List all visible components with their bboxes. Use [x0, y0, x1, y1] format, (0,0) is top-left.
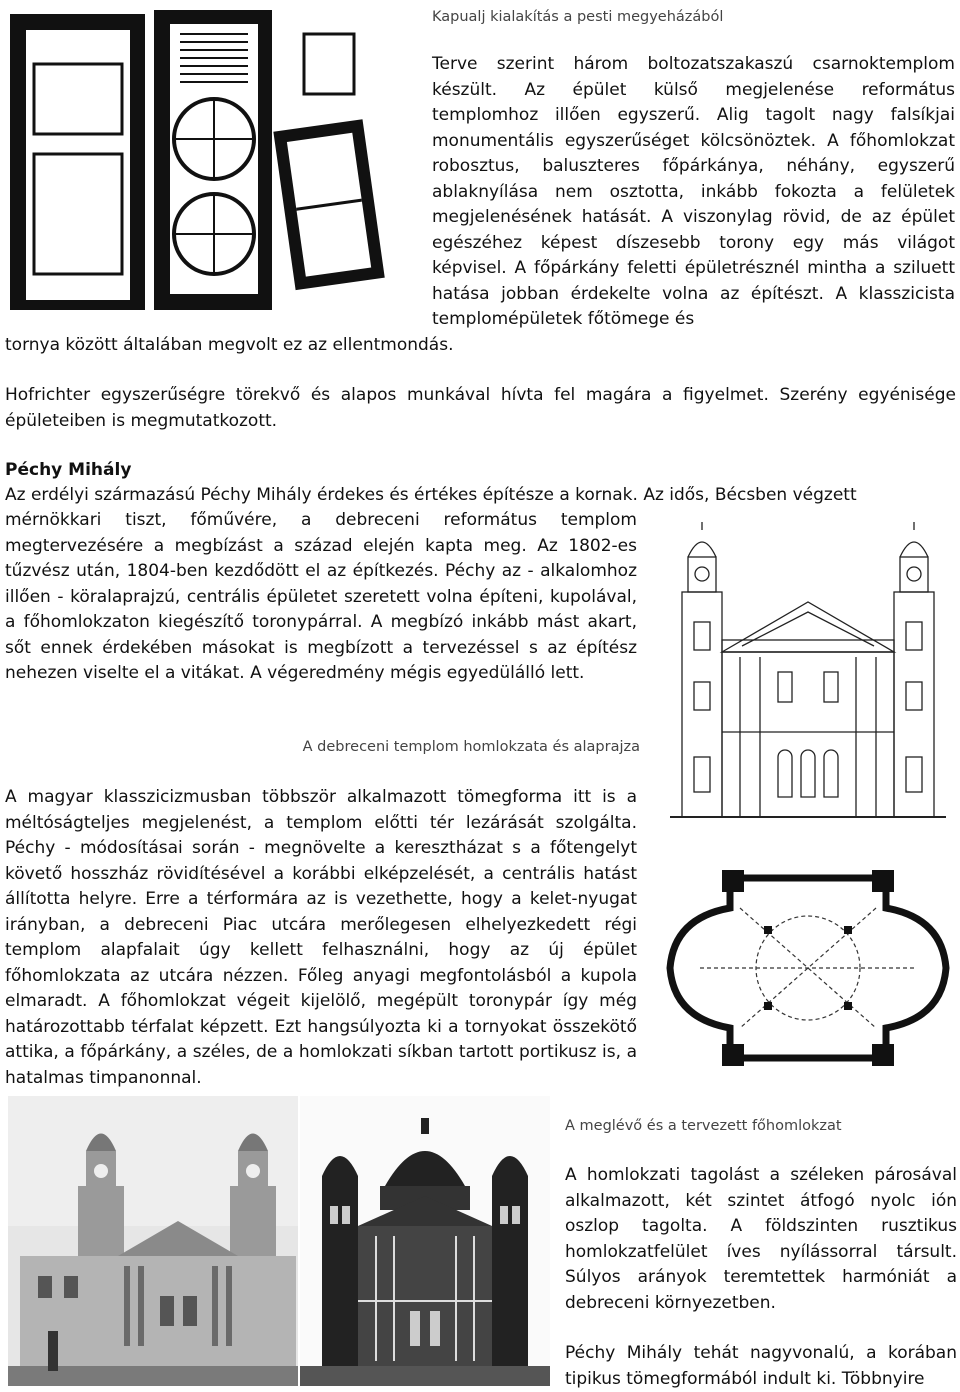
paragraph-facade-articulation: A homlokzati tagolást a széleken párosával alkalmazott, két szintet átfogó nyolc ión oszlop tagolta. A földszinten rusztikus homlokzatfelület íves nyílássorral társult. Súlyos arányok teremtettek harmóniát a debreceni környezetben.	[565, 1165, 957, 1313]
existing-facade-photo	[8, 1096, 298, 1386]
figure-caption: Kapualj kialakítás a pesti megyeházából	[432, 9, 724, 25]
floor-plan-icon	[4, 4, 416, 312]
church-elevation-figure	[660, 522, 956, 822]
paragraph-pechy: mérnökkari tiszt, főművére, a debreceni református templom megtervezésére a megbízást a század elején kapta meg. Az 1802-es tűzvész után, 1804-ben kezdődött el az építkezés. Péchy az - alkalomhoz illően - köralaprajzú, centrális épületet szeretett volna építeni, kupolával, a főhomlokzaton kiegészítő toronypárral. A megbízó inkább mást akart, sőt ennek érdekében másokat is megbízott a tervezéssel s az építész nehezen viselte el a vitákat. A végeredmény mégis egyedülálló lett.	[5, 510, 637, 683]
planned-facade-drawing	[300, 1096, 550, 1386]
paragraph-pechy-lead: Az erdélyi származású Péchy Mihály érdekes és értékes építésze a kornak. Az idős, Bécsben végzett	[5, 485, 857, 505]
church-plan-icon	[660, 848, 956, 1088]
paragraph-hofrichter: Hofrichter egyszerűségre törekvő és alapos munkával hívta fel magára a figyelmet. Szerény egyénisége épületeiben is megmutatkozott.	[5, 385, 956, 431]
church-floor-plan-figure	[660, 848, 956, 1088]
church-elevation-icon	[660, 522, 956, 822]
section-heading: Péchy Mihály	[5, 460, 132, 480]
paragraph-hall-church: Terve szerint három boltozatszakaszú csarnoktemplom készült. Az épület külső megjelenése református templomhoz illően egyszerű. Alig tagolt nagy falsíkjai monumentális egyszerűséget kölcsönöztek. A főhomlokzat robosztus, baluszteres főpárkánya, néhány, egyszerű ablaknyílása nem osztotta, inkább fokozta a felületek megjelenésének hatását. A viszonylag rövid, de az épület egészéhez képest díszesebb torony egy más világot képvisel. A főpárkány feletti épületrésznél mintha a sziluett hatása jobban érdekelte volna az építészt. A klasszicista templomépületek főtömege és	[432, 54, 955, 329]
church-photo-icon	[8, 1096, 298, 1386]
domed-church-icon	[300, 1096, 550, 1386]
figure-caption: A meglévő és a tervezett főhomlokzat	[565, 1118, 842, 1134]
figure-caption: A debreceni templom homlokzata és alaprajza	[302, 739, 640, 755]
paragraph-classicism: A magyar klasszicizmusban többször alkalmazott tömegforma itt is a méltóságteljes megjelenést, a templom előtti tér lezárását szolgálta. Péchy - módosításai során - megnövelte a keresztházat s a főtengelyt követő hosszház rövidítésével a korábbi elképzelését, a centrális hatást állította helyre. Erre a térformára az is vezethette, hogy a kelet-nyugat irányban, a debreceni Piac utcára merőlegesen elhelyezkedett régi templom alapfalait úgy kellett felhasználni, hogy az új épület főhomlokzata az utcára nézzen. Főleg anyagi megfontolásból a kupola elmaradt. A főhomlokzat végeit kijelölő, megépült toronypár így még határozottabb térfalat képzett. Ezt hangsúlyozta ki a tornyokat összekötő attika, a főpárkány, a széles, de a homlokzati síkban tartott portikusz is, a hatalmas timpanonnal.	[5, 787, 637, 1088]
paragraph-pechy-conclusion: Péchy Mihály tehát nagyvonalú, a korában tipikus tömegformából indult ki. Többnyire	[565, 1343, 957, 1389]
entrance-floor-plan-figure	[4, 4, 416, 312]
paragraph-hall-church-end: tornya között általában megvolt ez az ellentmondás.	[5, 335, 454, 355]
